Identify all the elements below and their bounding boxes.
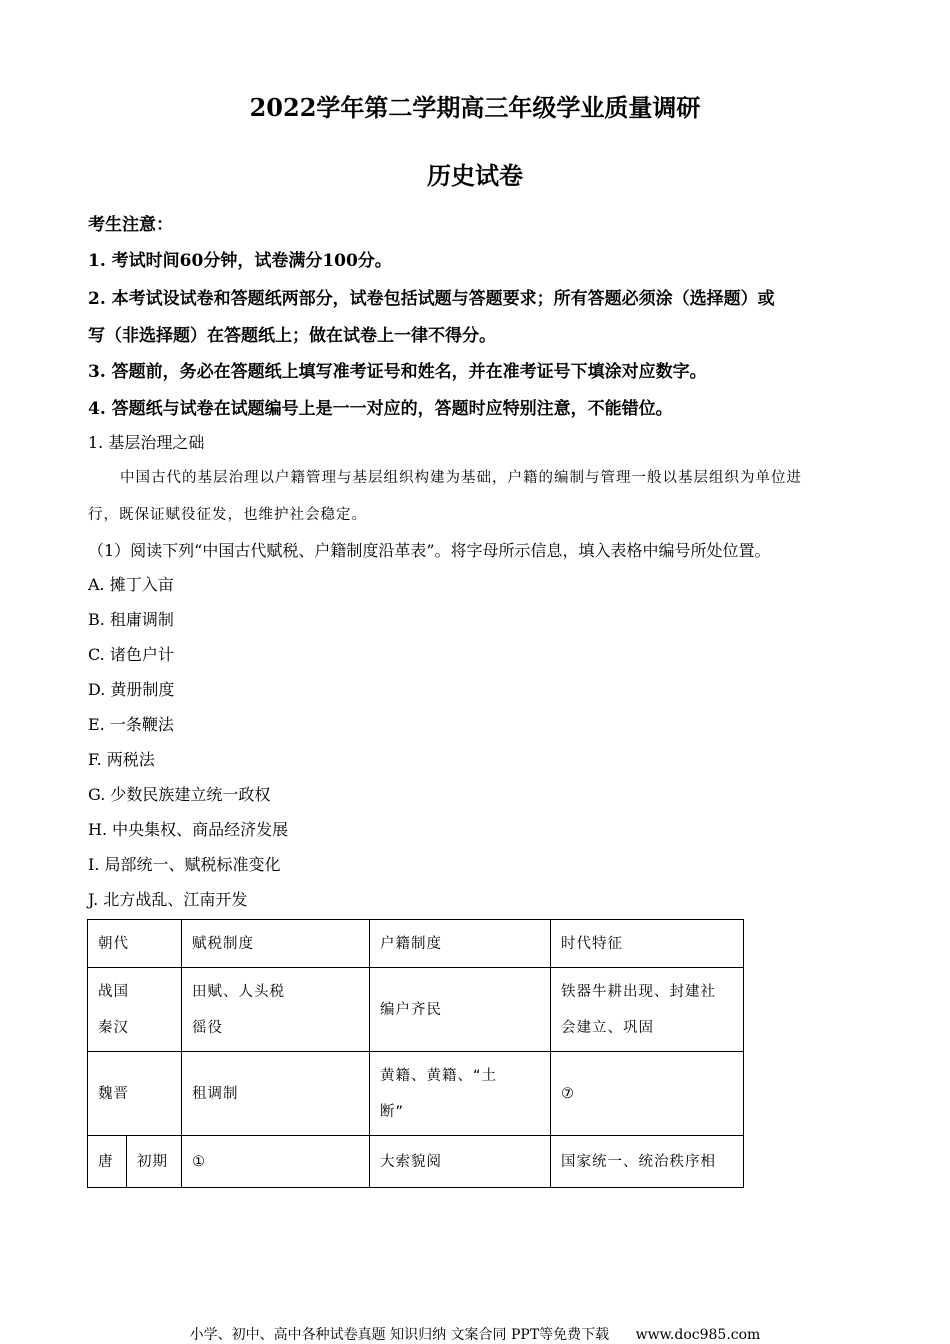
notice-item: 1. 考试时间60分钟，试卷满分100分。 [88,251,392,271]
exam-title: 2022学年第二学期高三年级学业质量调研 [249,93,701,122]
table-cell [88,968,182,1052]
table-cell [182,968,370,1052]
header-cell: 赋税制度 [182,920,370,968]
option-item: C. 诸色户计 [88,645,174,664]
passage-line: 中国古代的基层治理以户籍管理与基层组织构建为基础，户籍的编制与管理一般以基层组织为单位进 [120,470,802,486]
table-cell: 初期 [127,1136,182,1188]
table-cell: 唐 [88,1136,127,1188]
cell-line: 战国 [98,983,129,1000]
cell-line: 徭役 [192,1019,223,1036]
page-footer [0,1324,950,1344]
table-cell [551,968,744,1052]
cell-line: 秦汉 [98,1019,129,1036]
notice-heading: 考生注意： [88,215,173,235]
footer-site-link[interactable]: www.doc985.com [635,1327,761,1343]
header-cell: 朝代 [88,920,182,968]
table-cell: ⑦ [551,1052,744,1136]
option-item: G. 少数民族建立统一政权 [88,785,271,804]
option-item: I. 局部统一、赋税标准变化 [88,855,281,874]
exam-subtitle: 历史试卷 [427,161,523,190]
table-header-row [88,920,744,968]
table-cell: 大索貌阅 [370,1136,551,1188]
cell-line: 田赋、人头税 [192,983,285,1000]
notice-item: 写（非选择题）在答题纸上；做在试卷上一律不得分。 [88,326,496,346]
cell-line: 铁器牛耕出现、封建社 [561,983,716,1000]
table-cell: 租调制 [182,1052,370,1136]
header-cell: 户籍制度 [370,920,551,968]
option-item: A. 摊丁入亩 [88,575,174,594]
table-cell [370,1052,551,1136]
option-item: D. 黄册制度 [88,680,175,699]
cell-line: 会建立、巩固 [561,1019,654,1036]
table-row [88,1136,744,1188]
table-cell: 编户齐民 [370,968,551,1052]
option-item: B. 租庸调制 [88,610,174,629]
table-cell: 魏晋 [88,1052,182,1136]
notice-item: 2. 本考试设试卷和答题纸两部分，试卷包括试题与答题要求；所有答题必须涂（选择题）或 [88,289,775,309]
footer-text: 小学、初中、高中各种试卷真题 知识归纳 文案合同 PPT等免费下载 [189,1327,610,1343]
header-cell: 时代特征 [551,920,744,968]
tax-household-table [87,919,744,1188]
question-heading: 1. 基层治理之础 [88,433,205,452]
notice-item: 4. 答题纸与试卷在试题编号上是一一对应的，答题时应特别注意，不能错位。 [88,399,673,419]
passage-line: 行，既保证赋役征发，也维护社会稳定。 [88,507,367,523]
option-item: E. 一条鞭法 [88,715,174,734]
option-item: F. 两税法 [88,750,155,769]
cell-line: 黄籍、黄籍、“土 [380,1067,498,1084]
option-item: H. 中央集权、商品经济发展 [88,820,289,839]
sub-question: （1）阅读下列“中国古代赋税、户籍制度沿革表”。将字母所示信息，填入表格中编号所处位置。 [88,541,771,560]
table-cell: 国家统一、统治秩序相 [551,1136,744,1188]
table-row [88,1052,744,1136]
option-item: J. 北方战乱、江南开发 [88,890,248,909]
table-cell: ① [182,1136,370,1188]
table-row [88,968,744,1052]
cell-line: 断” [380,1103,405,1120]
notice-item: 3. 答题前，务必在答题纸上填写准考证号和姓名，并在准考证号下填涂对应数字。 [88,362,707,382]
